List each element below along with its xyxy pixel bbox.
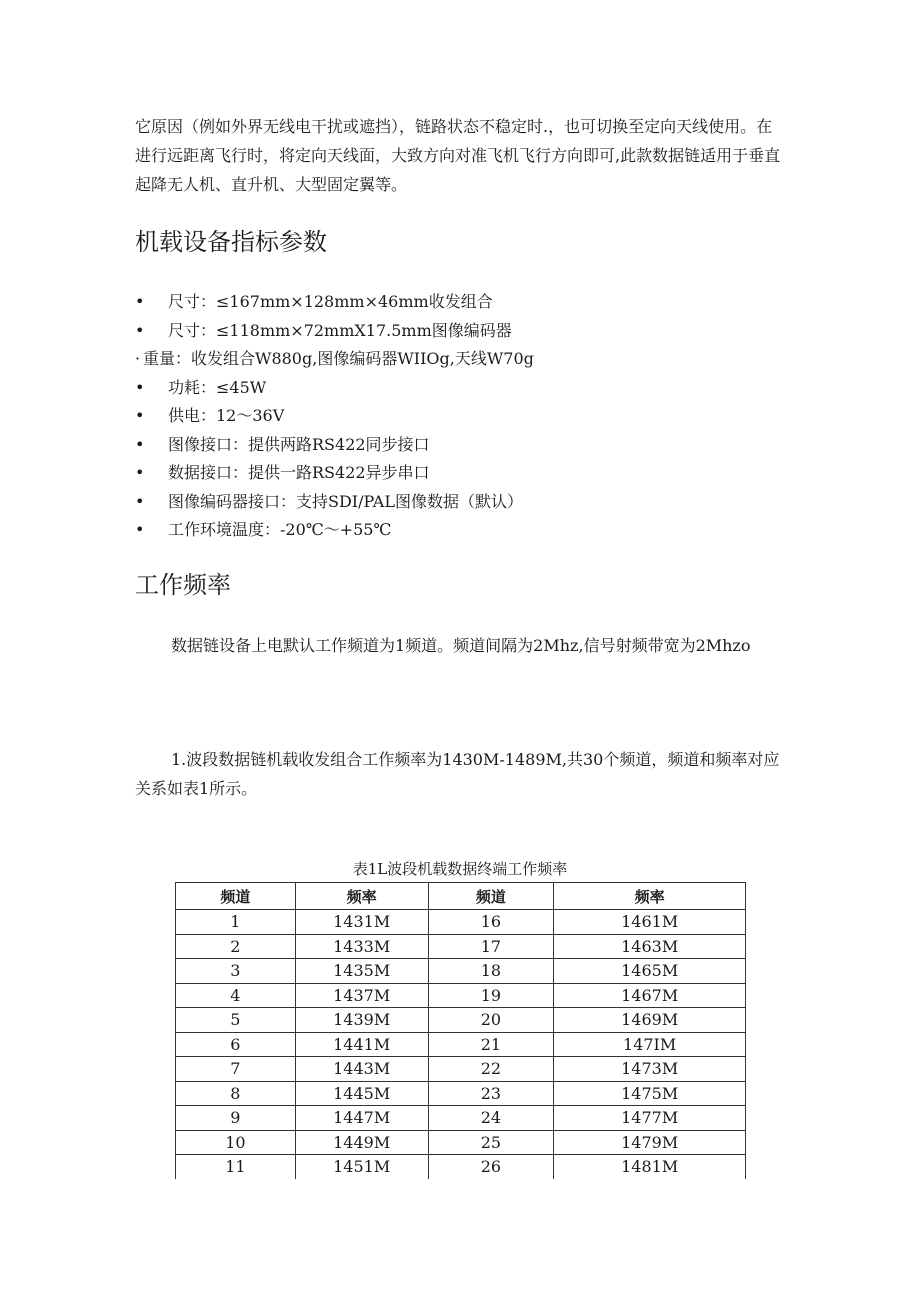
table-row xyxy=(176,1155,746,1179)
spec-text: 图像接口：提供两路RS422同步接口 xyxy=(168,434,430,454)
bullet-icon: • xyxy=(135,320,145,340)
table-cell: 7 xyxy=(176,1057,296,1082)
header-frequency: 频率 xyxy=(554,883,746,910)
table-cell: 4 xyxy=(176,983,296,1008)
table-cell: 1449M xyxy=(295,1130,428,1155)
table-cell: 1441M xyxy=(295,1032,428,1057)
table-cell: 1435M xyxy=(295,959,428,984)
bullet-icon: • xyxy=(135,520,145,539)
table-cell: 19 xyxy=(428,983,554,1008)
table-row xyxy=(176,983,746,1008)
table-row xyxy=(176,934,746,959)
bullet-icon: • xyxy=(135,292,145,311)
table-row xyxy=(176,1032,746,1057)
table-cell: 23 xyxy=(428,1081,554,1106)
table-cell: 1469M xyxy=(554,1008,746,1033)
spec-text: 数据接口：提供一路RS422异步串口 xyxy=(168,463,430,482)
table-row xyxy=(176,1106,746,1131)
table-cell: 1437M xyxy=(295,983,428,1008)
table-cell: 1475M xyxy=(554,1081,746,1106)
table-cell: 1 xyxy=(176,910,296,935)
spec-text: 图像编码器接口：支持SDI/PAL图像数据（默认） xyxy=(168,491,523,511)
table-cell: 1433M xyxy=(295,934,428,959)
specs-heading: 机载设备指标参数 xyxy=(135,228,327,256)
table-cell: 3 xyxy=(176,959,296,984)
table-cell: 147IM xyxy=(554,1032,746,1057)
frequency-table xyxy=(175,882,746,1179)
table-cell: 17 xyxy=(428,934,554,959)
table-cell: 24 xyxy=(428,1106,554,1131)
table-row xyxy=(176,1130,746,1155)
table-cell: 1461M xyxy=(554,910,746,935)
table-cell: 2 xyxy=(176,934,296,959)
bullet-icon: · xyxy=(135,349,141,368)
table-cell: 10 xyxy=(176,1130,296,1155)
table-cell: 21 xyxy=(428,1032,554,1057)
table-cell: 1465M xyxy=(554,959,746,984)
table-cell: 22 xyxy=(428,1057,554,1082)
table-cell: 5 xyxy=(176,1008,296,1033)
table-row xyxy=(176,1057,746,1082)
table-cell: 8 xyxy=(176,1081,296,1106)
table-cell: 1481M xyxy=(554,1155,746,1179)
table-cell: 9 xyxy=(176,1106,296,1131)
spec-text: 工作环境温度：-20℃～+55℃ xyxy=(168,520,392,539)
table-row xyxy=(176,1081,746,1106)
table-cell: 18 xyxy=(428,959,554,984)
table-cell: 1463M xyxy=(554,934,746,959)
table-caption: 表1L波段机载数据终端工作频率 xyxy=(352,860,568,878)
table-row xyxy=(176,910,746,935)
header-channel: 频道 xyxy=(176,883,296,910)
table-cell: 6 xyxy=(176,1032,296,1057)
spec-text: 尺寸：≤167mm×128mm×46mm收发组合 xyxy=(168,292,493,311)
table-cell: 1443M xyxy=(295,1057,428,1082)
table-row xyxy=(176,1008,746,1033)
freq-heading: 工作频率 xyxy=(135,571,231,599)
table-cell: 1479M xyxy=(554,1130,746,1155)
table-header-row xyxy=(176,883,746,910)
table-cell: 1447M xyxy=(295,1106,428,1131)
band-paragraph: 1.波段数据链机载收发组合工作频率为1430M-1489M,共30个频道，频道和频率对应关系如表1所示。 xyxy=(135,750,780,798)
table-cell: 1445M xyxy=(295,1081,428,1106)
bullet-icon: • xyxy=(135,491,145,511)
bullet-icon: • xyxy=(135,463,145,482)
bullet-icon: • xyxy=(135,377,145,397)
bullet-icon: • xyxy=(135,406,145,425)
header-frequency: 频率 xyxy=(295,883,428,910)
table-cell: 1467M xyxy=(554,983,746,1008)
table-cell: 1439M xyxy=(295,1008,428,1033)
table-cell: 1473M xyxy=(554,1057,746,1082)
table-cell: 11 xyxy=(176,1155,296,1179)
spec-text: 尺寸：≤118mm×72mmX17.5mm图像编码器 xyxy=(168,320,512,340)
spec-text: 供电：12～36V xyxy=(168,406,285,425)
table-cell: 1451M xyxy=(295,1155,428,1179)
table-cell: 1477M xyxy=(554,1106,746,1131)
intro-paragraph: 它原因（例如外界无线电干扰或遮挡），链路状态不稳定时.，也可切换至定向天线使用。在进行远距离飞行时，将定向天线面，大致方向对准飞机飞行方向即可,此款数据链适用于垂直起降无人机、直升机、大型固定翼等。 xyxy=(135,117,781,194)
spec-text: 重量：收发组合W880g,图像编码器WIIOg,天线W70g xyxy=(143,349,534,368)
table-row xyxy=(176,959,746,984)
bullet-icon: • xyxy=(135,434,145,454)
header-channel: 频道 xyxy=(428,883,554,910)
spec-text: 功耗：≤45W xyxy=(168,377,267,397)
table-cell: 26 xyxy=(428,1155,554,1179)
freq-paragraph: 数据链设备上电默认工作频道为1频道。频道间隔为2Mhz,信号射频带宽为2Mhzo xyxy=(171,636,751,655)
table-cell: 1431M xyxy=(295,910,428,935)
table-cell: 16 xyxy=(428,910,554,935)
table-cell: 20 xyxy=(428,1008,554,1033)
table-cell: 25 xyxy=(428,1130,554,1155)
